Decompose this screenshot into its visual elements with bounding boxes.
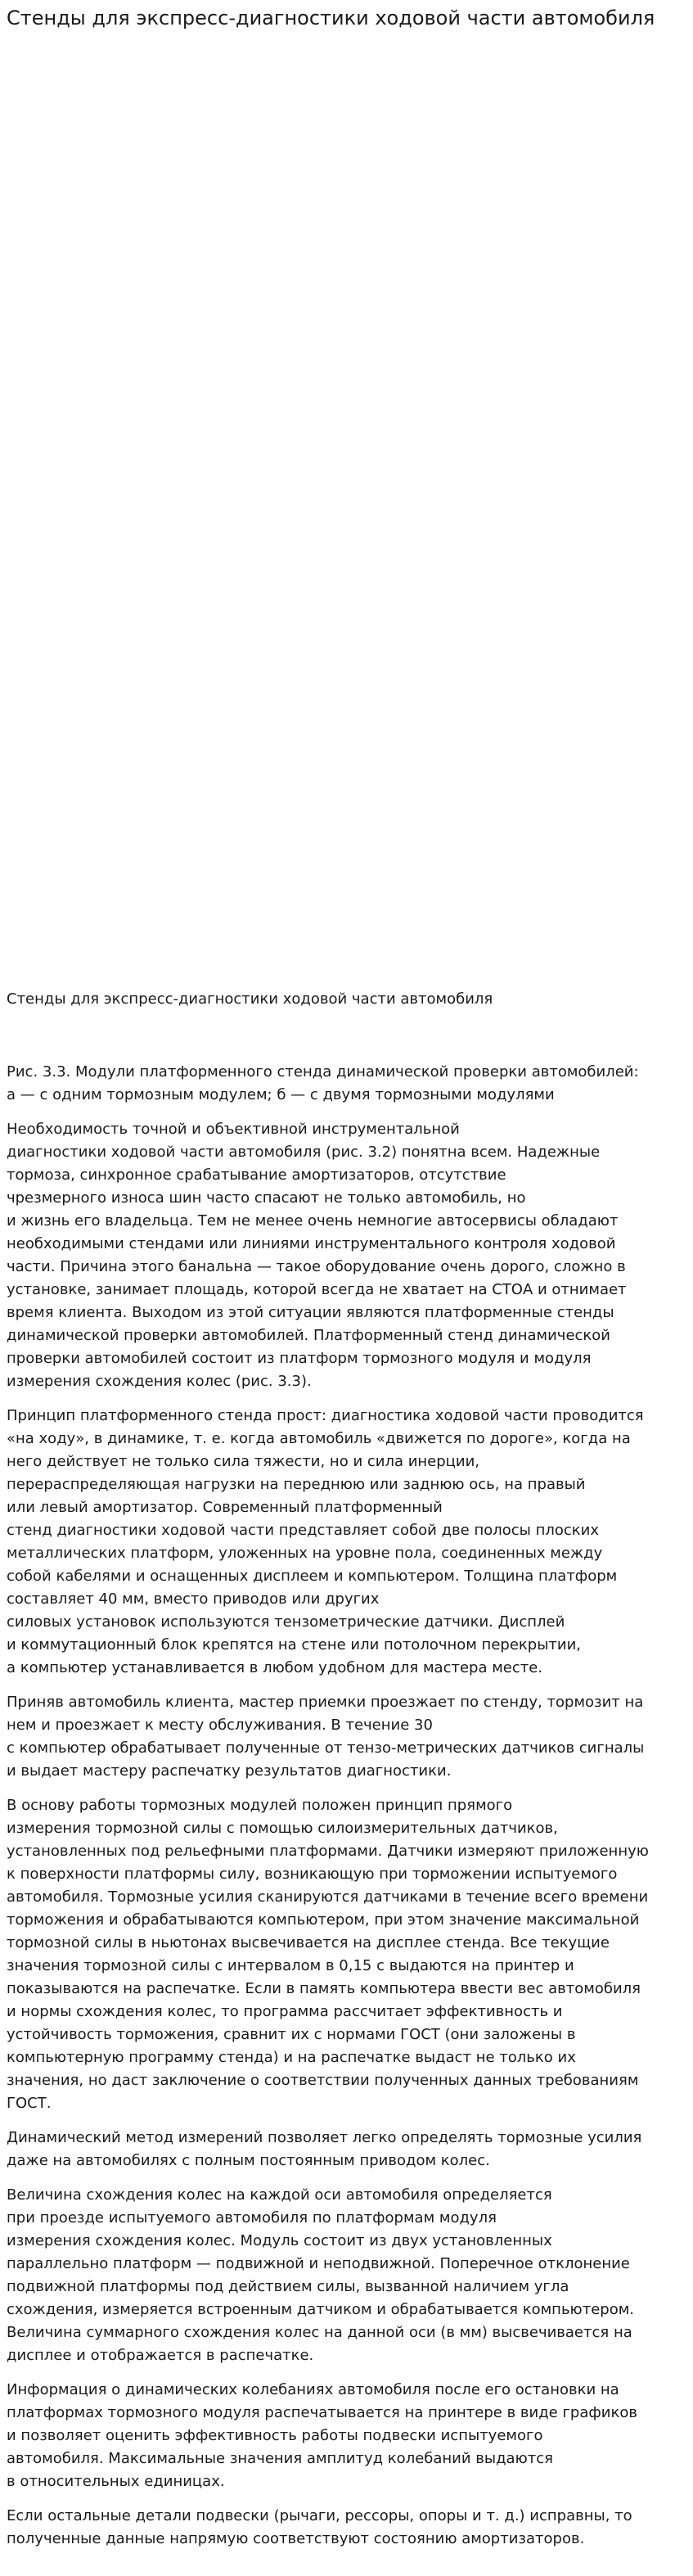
figure-caption: Рис. 3.3. Модули платформенного стенда динамической проверки автомобилей: а — с одним тормозным модулем; б — с двумя тормозными модулями [7, 1063, 639, 1103]
paragraph-5: Динамический метод измерений позволяет легко определять тормозные усилия даже на автомобилях с полным постоянным приводом колес. [7, 2129, 642, 2169]
paragraph-2: Принцип платформенного стенда прост: диагностика ходовой части проводится «на ходу», в динамике, т. е. когда автомобиль «движется по дороге», когда на него действует не только сила тяжести, но и сила инерции, перераспределяющая нагрузки на переднюю или заднюю ось, на правый или левый амортизатор. Современный платформенный стенд диагностики ходовой части представляет собой две полосы плоских металлических платформ, уложенных на уровне пола, соединенных между собой кабелями и оснащенных дисплеем и компьютером. Толщина платформ составляет 40 мм, вместо приводов или других силовых установок используются тензометрические датчики. Дисплей и коммутационный блок крепятся на стене или потолочном перекрытии, а компьютер устанавливается в любом удобном для мастера месте. [7, 1407, 644, 1676]
figure-placeholder [7, 31, 686, 989]
paragraph-3: Приняв автомобиль клиента, мастер приемки проезжает по стенду, тормозит на нем и проезжает к месту обслуживания. В течение 30 с компьютер обрабатывает полученные от тензо-метрических датчиков сигналы и выдает мастеру распечатку результатов диагностики. [7, 1694, 645, 1780]
paragraph-1: Необходимость точной и объективной инструментальной диагностики ходовой части автомобиля (рис. 3.2) понятна всем. Надежные тормоза, синхронное срабатывание амортизаторов, отсутствие чрезмерного износа шин часто спасают не только автомобиль, но и жизнь его владельца. Тем не менее очень немногие автосервисы обладают необходимыми стендами или линиями инструментального контроля ходовой части. Причина этого банальна — такое оборудование очень дорого, сложно в установке, занимает площадь, которой всегда не хватает на СТОА и отнимает время клиента. Выходом из этой ситуации являются платформенные стенды динамической проверки автомобилей. Платформенный стенд динамической проверки автомобилей состоит из платформ тормозного модуля и модуля измерения схождения колес (рис. 3.3). [7, 1121, 627, 1390]
document-page [0, 5, 693, 2551]
paragraph-8: Если остальные детали подвески (рычаги, рессоры, опоры и т. д.) исправны, то полученные данные напрямую соответствуют состоянию амортизаторов. [7, 2507, 632, 2547]
paragraph-7: Информация о динамических колебаниях автомобиля после его остановки на платформах тормозного модуля распечатывается на принтере в виде графиков и позволяет оценить эффективность работы подвески испытуемого автомобиля. Максимальные значения амплитуд колебаний выдаются в относительных единицах. [7, 2381, 637, 2490]
paragraph-4: В основу работы тормозных модулей положен принцип прямого измерения тормозной силы с помощью силоизмерительных датчиков, установленных под рельефными платформами. Датчики измеряют приложенную к поверхности платформы силу, возникающую при торможении испытуемого автомобиля. Тормозные усилия сканируются датчиками в течение всего времени торможения и обрабатываются компьютером, при этом значение максимальной тормозной силы в ньютонах высвечивается на дисплее стенда. Все текущие значения тормозной силы с интервалом в 0,15 с выдаются на принтер и показываются на распечатке. Если в память компьютера ввести вес автомобиля и нормы схождения колес, то программа рассчитает эффективность и устойчивость торможения, сравнит их с нормами ГОСТ (они заложены в компьютерную программу стенда) и на распечатке выдаст не только их значения, но даст заключение о соответствии полученных данных требованиям ГОСТ. [7, 1797, 649, 2112]
paragraph-6: Величина схождения колес на каждой оси автомобиля определяется при проезде испытуемого автомобиля по платформам модуля измерения схождения колес. Модуль состоит из двух установленных параллельно платформ — подвижной и неподвижной. Поперечное отклонение подвижной платформы под действием силы, вызванной наличием угла схождения, измеряется встроенным датчиком и обрабатывается компьютером. Величина суммарного схождения колес на данной оси (в мм) высвечивается на дисплее и отображается в распечатке. [7, 2186, 635, 2364]
section-subtitle: Стенды для экспресс-диагностики ходовой части автомобиля [7, 990, 493, 1008]
page-title: Стенды для экспресс-диагностики ходовой части автомобиля [7, 7, 655, 29]
